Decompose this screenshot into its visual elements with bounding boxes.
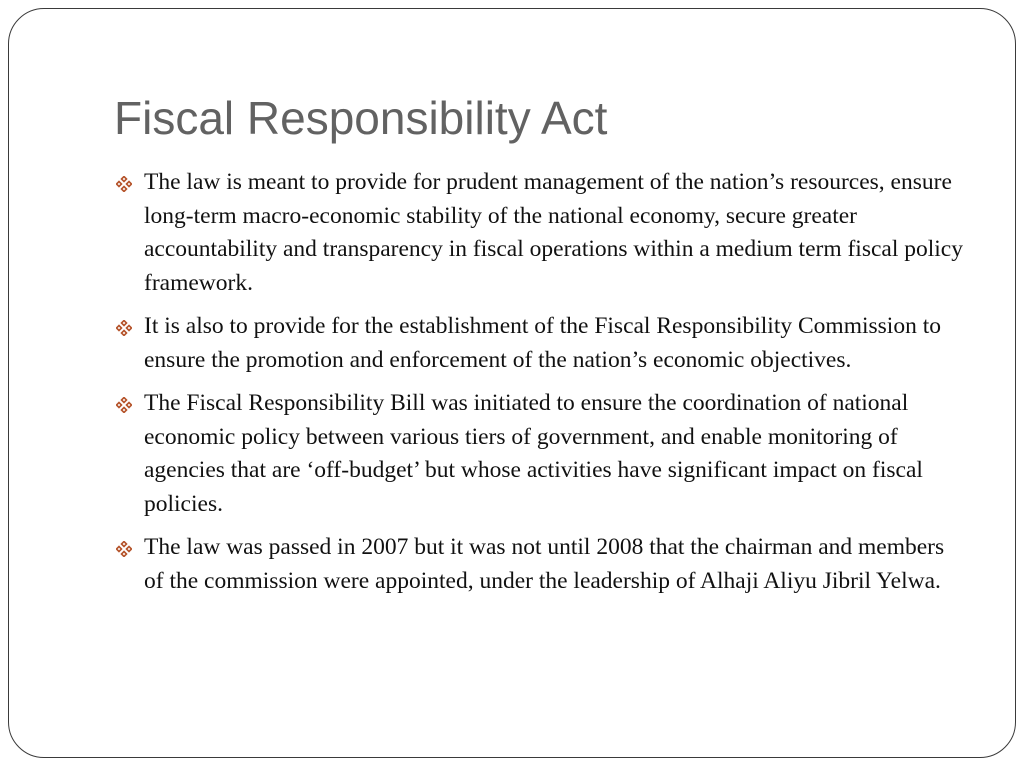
four-diamond-bullet-icon (116, 397, 132, 413)
bullet-text: The law is meant to provide for prudent management of the nation’s resources, ensure long-term macro-economic stability of the national economy, secure greater accountability and transparency in fiscal operations within a medium term fiscal policy framework. (144, 169, 963, 296)
bullet-item (116, 531, 966, 598)
bullet-item (116, 310, 966, 377)
four-diamond-bullet-icon (116, 541, 132, 557)
four-diamond-bullet-icon (116, 176, 132, 192)
slide-title: Fiscal Responsibility Act (114, 92, 608, 144)
bullet-item (116, 166, 966, 300)
bullet-text: The Fiscal Responsibility Bill was initiated to ensure the coordination of national economic policy between various tiers of government, and enable monitoring of agencies that are ‘off-budget’ but whose activities have significant impact on fiscal policies. (144, 390, 923, 517)
bullet-text: It is also to provide for the establishment of the Fiscal Responsibility Commission to ensure the promotion and enforcement of the nation’s economic objectives. (144, 313, 941, 373)
four-diamond-bullet-icon (116, 320, 132, 336)
bullet-text: The law was passed in 2007 but it was not until 2008 that the chairman and members of the commission were appointed, under the leadership of Alhaji Aliyu Jibril Yelwa. (144, 534, 945, 594)
bullet-list (116, 166, 966, 608)
bullet-item (116, 387, 966, 521)
